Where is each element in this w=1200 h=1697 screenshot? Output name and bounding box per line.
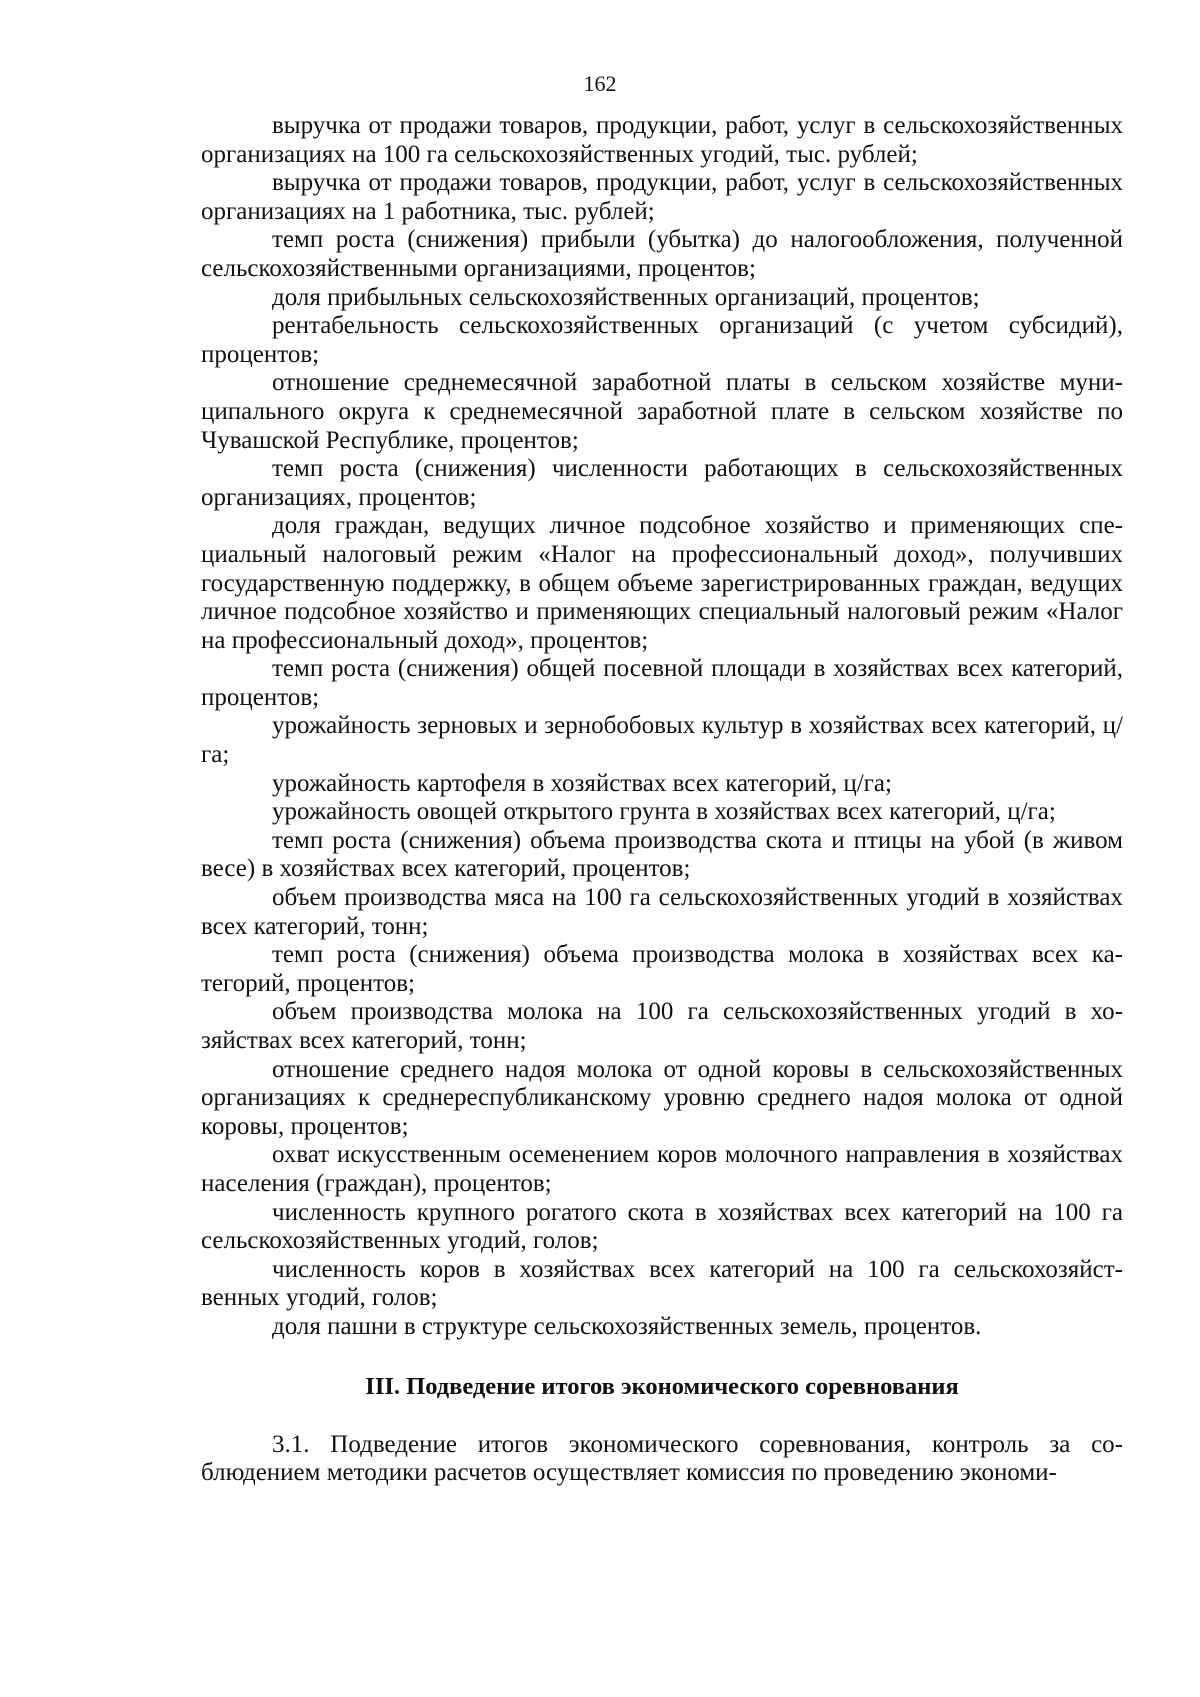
- list-item: темп роста (снижения) объема производства молока в хозяйствах всех категорий, процентов;: [201, 941, 1123, 997]
- list-item: доля прибыльных сельскохозяйственных организаций, процентов;: [272, 283, 980, 311]
- list-item: доля пашни в структуре сельскохозяйственных земель, процентов.: [272, 1312, 982, 1340]
- list-item: темп роста (снижения) объема производства скота и птицы на убой (в живом весе) в хозяйствах всех категорий, процентов;: [201, 826, 1123, 883]
- list-item: выручка от продажи товаров, продукции, работ, услуг в сельскохозяйственных организациях на 1 работника, тыс. рублей;: [201, 169, 1123, 225]
- list-item: урожайность овощей открытого грунта в хозяйствах всех категорий, ц/га;: [272, 798, 1056, 826]
- list-item: отношение среднего надоя молока от одной коровы в сельскохозяйственных организациях к среднереспубликанскому уровню среднего надоя молока от одной коровы, процентов;: [201, 1055, 1123, 1140]
- list-item: урожайность картофеля в хозяйствах всех категорий, ц/га;: [272, 769, 892, 797]
- list-item: урожайность зерновых и зернобобовых культур в хозяйствах всех категорий, ц/га;: [201, 712, 1123, 769]
- body-paragraph: 3.1. Подведение итогов экономического соревнования, контроль за соблюдением методики расчетов осуществляет комиссия по проведению экономи-: [201, 1430, 1123, 1487]
- list-item: охват искусственным осеменением коров молочного направления в хозяйствах населения (граждан), процентов;: [201, 1141, 1123, 1197]
- page-content: [201, 112, 1123, 1488]
- list-item: численность коров в хозяйствах всех категорий на 100 га сельскохозяйственных угодий, голов;: [201, 1255, 1123, 1312]
- list-item: численность крупного рогатого скота в хозяйствах всех категорий на 100 га сельскохозяйственных угодий, голов;: [201, 1198, 1123, 1255]
- list-item: рентабельность сельскохозяйственных организаций (с учетом субсидий), процентов;: [201, 312, 1123, 368]
- list-item: объем производства молока на 100 га сельскохозяйственных угодий в хозяйствах всех категорий, тонн;: [201, 998, 1123, 1054]
- section-heading: III. Подведение итогов экономического соревнования: [365, 1372, 959, 1400]
- page-number: 162: [583, 71, 617, 96]
- list-item: отношение среднемесячной заработной платы в сельском хозяйстве муниципального округа к среднемесячной заработной плате в сельском хозяйстве по Чувашской Республике, процентов;: [201, 369, 1123, 454]
- list-item: объем производства мяса на 100 га сельскохозяйственных угодий в хозяйствах всех категорий, тонн;: [201, 884, 1123, 940]
- list-item: выручка от продажи товаров, продукции, работ, услуг в сельскохозяйственных организациях на 100 га сельскохозяйственных угодий, тыс. рублей;: [201, 112, 1123, 168]
- list-item: темп роста (снижения) общей посевной площади в хозяйствах всех категорий, процентов;: [201, 655, 1123, 711]
- list-item: темп роста (снижения) численности работающих в сельскохозяйственных организациях, процентов;: [201, 455, 1123, 511]
- list-item: доля граждан, ведущих личное подсобное хозяйство и применяющих специальный налоговый режим «Налог на профессиональный доход», получивших государственную поддержку, в общем объеме зарегистрированных граждан, ведущих личное подсобное хозяйство и применяющих специальный налоговый режим «Налог на профессиональный доход», процентов;: [201, 512, 1123, 654]
- list-item: темп роста (снижения) прибыли (убытка) до налогообложения, полученной сельскохозяйственными организациями, процентов;: [201, 226, 1123, 282]
